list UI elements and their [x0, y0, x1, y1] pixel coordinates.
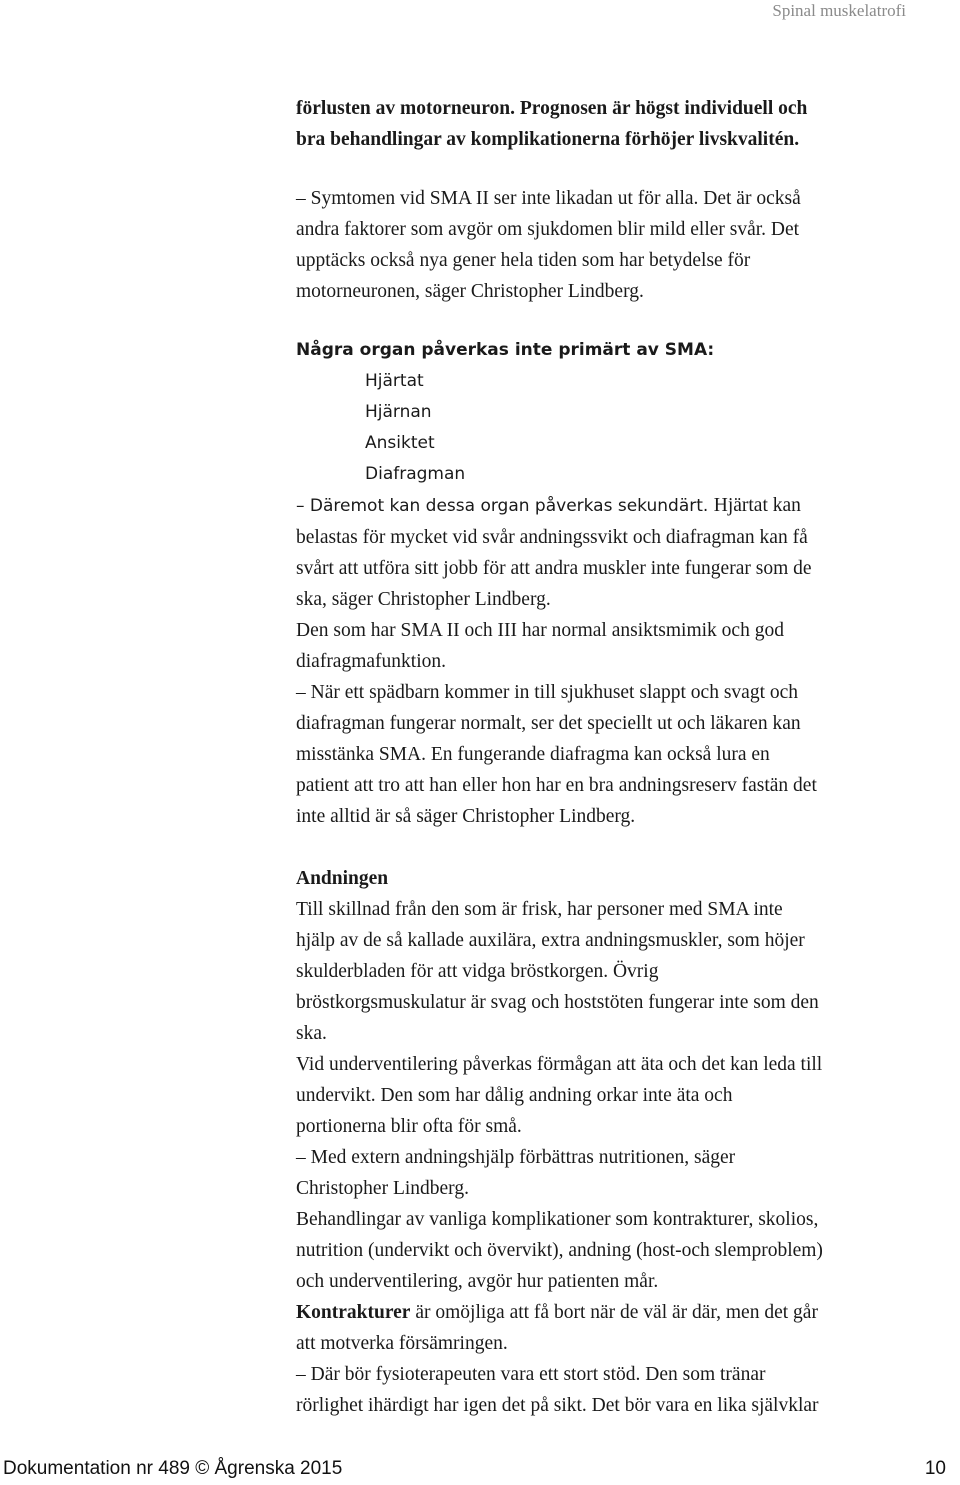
section-heading-andningen: Andningen [296, 868, 389, 889]
footer-publication: Dokumentation nr 489 © Ågrenska 2015 [3, 1458, 343, 1479]
kontrakturer-text: är omöjliga att få bort när de väl är där, men det går [410, 1302, 818, 1323]
breathing-line-4: bröstkorgsmuskulatur är svag och hoststöten fungerar inte som den [296, 992, 819, 1013]
heart-line-3: svårt att utföra sitt jobb för att andra muskler inte fungerar som de [296, 558, 812, 579]
organ-item: Diafragman [365, 464, 466, 484]
intro-line-1: förlusten av motorneuron. Prognosen är högst individuell och [296, 98, 808, 119]
breathing-line-11: Behandlingar av vanliga komplikationer som kontrakturer, skolios, [296, 1209, 819, 1230]
breathing-line-12: nutrition (undervikt och övervikt), andning (host-och slemproblem) [296, 1240, 823, 1261]
organ-item: Hjärtat [365, 371, 424, 391]
kontrakturer-line-2: att motverka försämringen. [296, 1333, 508, 1354]
organ-item: Hjärnan [365, 402, 432, 422]
heart-line-7: – När ett spädbarn kommer in till sjukhuset slappt och svagt och [296, 682, 799, 703]
kontrakturer-line [296, 1297, 936, 1328]
quote1-line-4: motorneuronen, säger Christopher Lindberg. [296, 281, 644, 302]
heart-line-10: patient att tro att han eller hon har en bra andningsreserv fastän det [296, 775, 817, 796]
breathing-line-1: Till skillnad från den som är frisk, har personer med SMA inte [296, 899, 783, 920]
heart-line-2: belastas för mycket vid svår andningssvikt och diafragman kan få [296, 527, 808, 548]
heart-line-5: Den som har SMA II och III har normal ansiktsmimik och god [296, 620, 784, 641]
closing-line-1: – Där bör fysioterapeuten vara ett stort stöd. Den som tränar [296, 1364, 766, 1385]
quote1-line-1: – Symtomen vid SMA II ser inte likadan ut för alla. Det är också [296, 188, 801, 209]
intro-line-2: bra behandlingar av komplikationerna förhöjer livskvalitén. [296, 129, 800, 150]
breathing-line-9: – Med extern andningshjälp förbättras nutritionen, säger [296, 1147, 736, 1168]
breathing-line-8: portionerna blir ofta för små. [296, 1116, 522, 1137]
kontrakturer-term: Kontrakturer [296, 1302, 411, 1323]
breathing-line-7: undervikt. Den som har dålig andning orkar inte äta och [296, 1085, 733, 1106]
heart-line-11: inte alltid är så säger Christopher Lindberg. [296, 806, 636, 827]
breathing-line-6: Vid underventilering påverkas förmågan att äta och det kan leda till [296, 1054, 823, 1075]
organs-heading: Några organ påverkas inte primärt av SMA: [296, 340, 715, 360]
breathing-line-3: skulderbladen för att vidga bröstkorgen. Övrig [296, 961, 659, 982]
footer-page-number: 10 [924, 1458, 946, 1479]
heart-line-8: diafragman fungerar normalt, ser det speciellt ut och läkaren kan [296, 713, 801, 734]
running-header-title: Spinal muskelatrofi [772, 1, 906, 20]
organs-block [296, 335, 936, 522]
breathing-line-10: Christopher Lindberg. [296, 1178, 469, 1199]
quote1-line-3: upptäcks också nya gener hela tiden som har betydelse för [296, 250, 751, 271]
heart-line-1: Hjärtat kan [713, 495, 801, 516]
heart-line-9: misstänka SMA. En fungerande diafragma kan också lura en [296, 744, 770, 765]
organ-item: Ansiktet [365, 433, 435, 453]
closing-line-2: rörlighet ihärdigt har igen det på sikt. Det bör vara en lika självklar [296, 1395, 819, 1416]
breathing-line-5: ska. [296, 1023, 327, 1044]
breathing-line-13: och underventilering, avgör hur patienten mår. [296, 1271, 659, 1292]
organs-followup: – Däremot kan dessa organ påverkas sekundärt. [296, 496, 709, 516]
breathing-line-2: hjälp av de så kallade auxilära, extra andningsmuskler, som höjer [296, 930, 805, 951]
quote1-line-2: andra faktorer som avgör om sjukdomen blir mild eller svår. Det [296, 219, 800, 240]
heart-line-4: ska, säger Christopher Lindberg. [296, 589, 551, 610]
heart-line-6: diafragmafunktion. [296, 651, 446, 672]
document-body [296, 93, 936, 1421]
